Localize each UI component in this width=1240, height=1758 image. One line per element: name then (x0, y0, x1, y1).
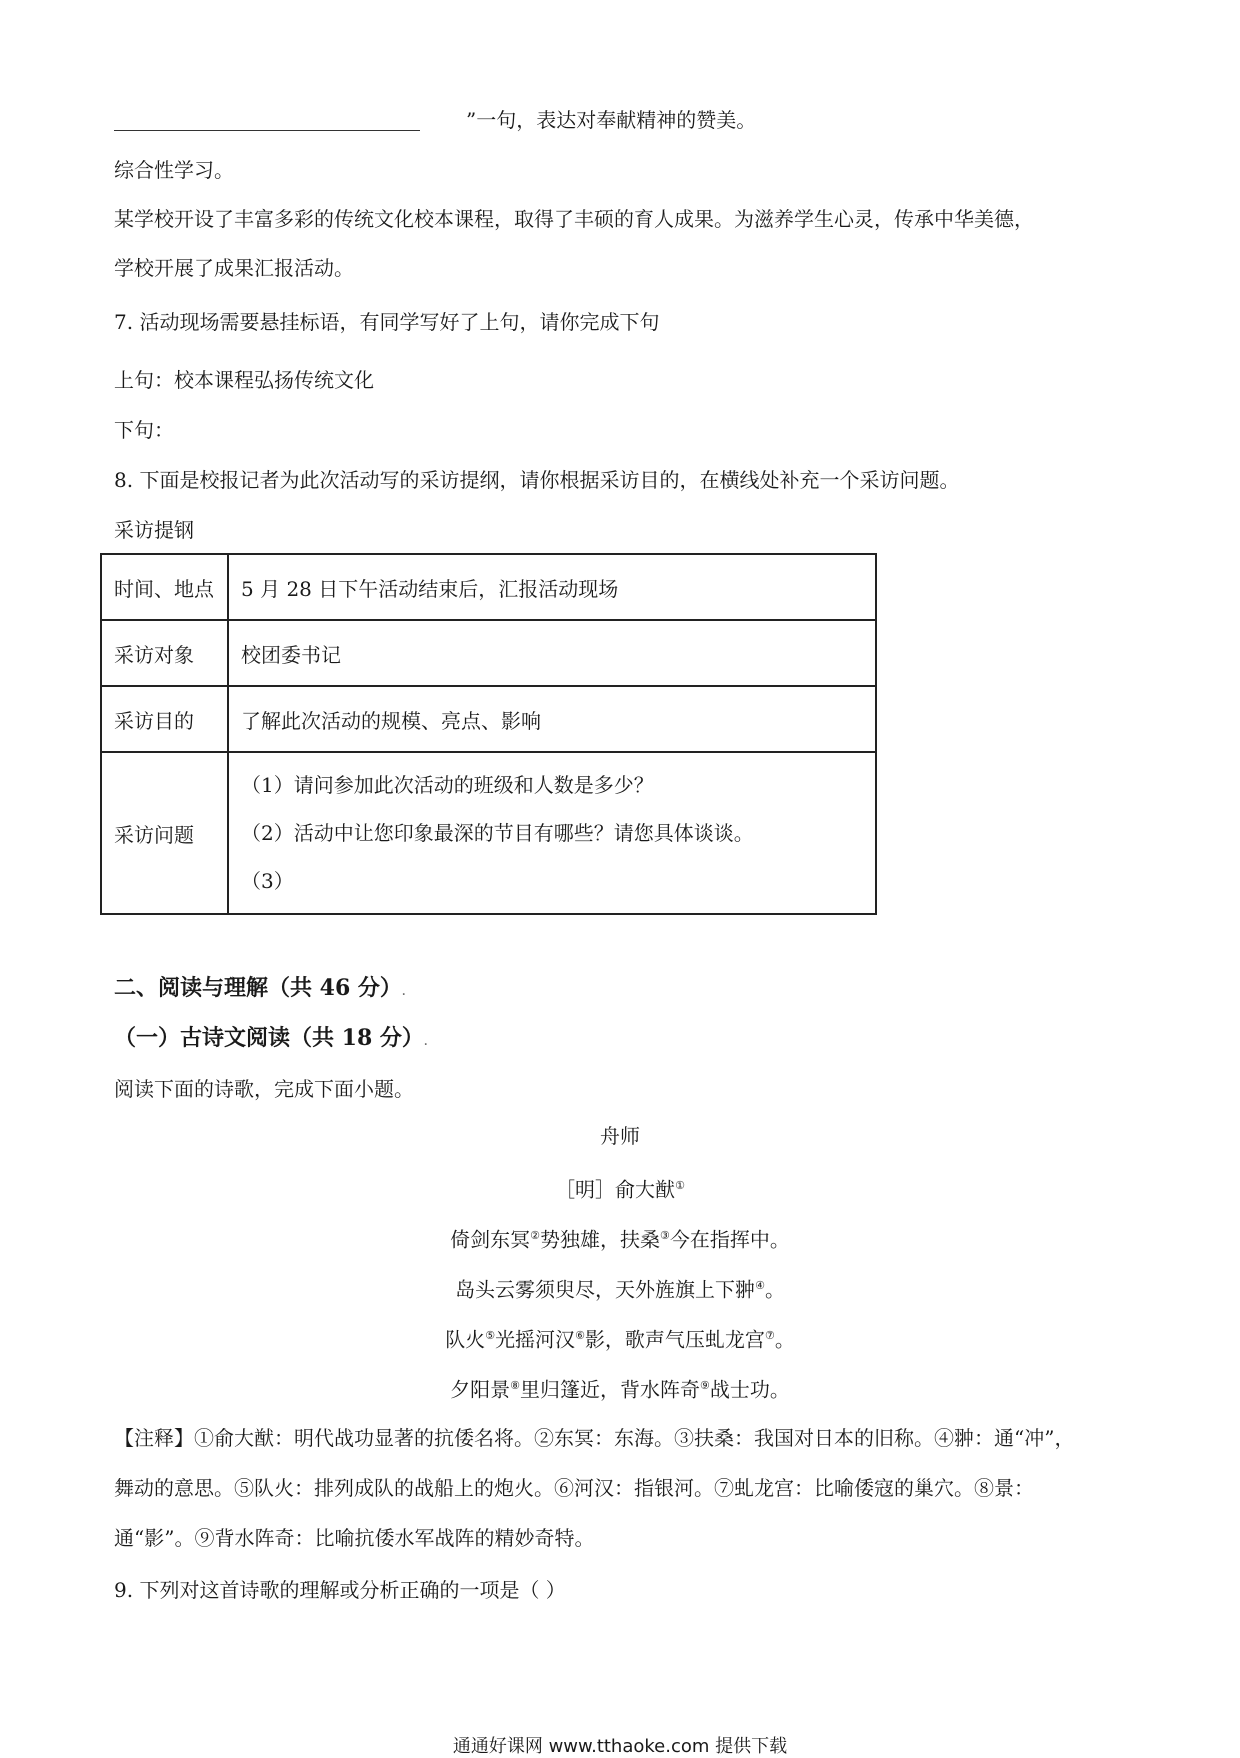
section2-subheading: （一）古诗文阅读（共 18 分）. (114, 1025, 428, 1051)
fill-blank-line (114, 130, 420, 131)
table-row (101, 686, 876, 752)
intro-line-1: 某学校开设了丰富多彩的传统文化校本课程，取得了丰硕的育人成果。为滋养学生心灵，传承中华美德， (114, 207, 1034, 231)
reading-instruction: 阅读下面的诗歌，完成下面小题。 (114, 1077, 414, 1101)
outline-title: 采访提钢 (114, 518, 194, 542)
q8-prompt: 8. 下面是校报记者为此次活动写的采访提纲，请你根据采访目的，在横线处补充一个采访问题。 (114, 468, 960, 492)
questions-key: 采访问题 (101, 752, 228, 914)
comprehensive-heading: 综合性学习。 (114, 158, 234, 182)
poem-line: 夕阳景⑧里归篷近，背水阵奇⑨战士功。 (450, 1377, 790, 1402)
interview-question: （1）请问参加此次活动的班级和人数是多少？ (241, 773, 654, 797)
row-value: 了解此次活动的规模、亮点、影响 (228, 686, 876, 752)
interview-outline-table (100, 553, 877, 915)
q7-upper-line: 上句：校本课程弘扬传统文化 (114, 368, 374, 392)
table-row (101, 554, 876, 620)
table-row (101, 752, 876, 914)
poem-author: ［明］俞大猷① (555, 1177, 685, 1202)
poem-line: 倚剑东冥②势独雄，扶桑③今在指挥中。 (450, 1227, 790, 1252)
row-value: 5 月 28 日下午活动结束后，汇报活动现场 (228, 554, 876, 620)
notes-line-3: 通“影”。⑨背水阵奇：比喻抗倭水军战阵的精妙奇特。 (114, 1526, 595, 1550)
q9-prompt: 9. 下列对这首诗歌的理解或分析正确的一项是（ ） (114, 1578, 566, 1602)
poem-line: 队火⑤光摇河汉⑥影，歌声气压虬龙宫⑦。 (445, 1327, 795, 1352)
row-value: 校团委书记 (228, 620, 876, 686)
row-key: 时间、地点 (101, 554, 228, 620)
interview-question: （2）活动中让您印象最深的节目有哪些？请您具体谈谈。 (241, 821, 754, 845)
row-key: 采访对象 (101, 620, 228, 686)
page-footer: 通通好课网 www.tthaoke.com 提供下载 (452, 1736, 788, 1757)
q7-lower-line: 下句： (114, 418, 174, 442)
table-row (101, 620, 876, 686)
poem-line: 岛头云雾须臾尽，天外旌旗上下翀④。 (455, 1277, 785, 1302)
questions-cell (228, 752, 876, 914)
top-tail-text: ”一句，表达对奉献精神的赞美。 (466, 108, 757, 132)
row-key: 采访目的 (101, 686, 228, 752)
poem-title: 舟师 (600, 1124, 640, 1148)
q7-prompt: 7. 活动现场需要悬挂标语，有同学写好了上句，请你完成下句 (114, 310, 660, 334)
notes-line-2: 舞动的意思。⑤队火：排列成队的战船上的炮火。⑥河汉：指银河。⑦虬龙宫：比喻倭寇的巢穴。⑧景： (114, 1476, 1034, 1500)
notes-line-1: 【注释】①俞大猷：明代战功显著的抗倭名将。②东冥：东海。③扶桑：我国对日本的旧称。④翀：通“冲”， (114, 1426, 1075, 1450)
section2-heading: 二、阅读与理解（共 46 分）. (114, 975, 406, 1001)
interview-question: （3） (241, 869, 294, 893)
intro-line-2: 学校开展了成果汇报活动。 (114, 256, 354, 280)
